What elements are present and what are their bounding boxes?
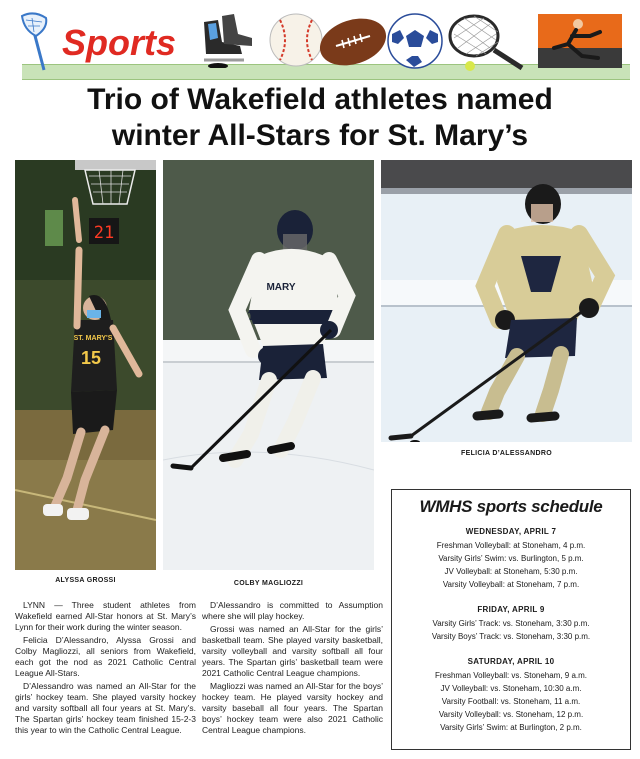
jersey-text: ST. MARY'S — [73, 335, 113, 342]
schedule-event: Varsity Girls’ Track: vs. Stoneham, 3:30 p.m. — [432, 619, 590, 628]
caption-colby-magliozzi: COLBY MAGLIOZZI — [233, 580, 304, 587]
headline-line-2: winter All-Stars for St. Mary’s — [111, 119, 529, 152]
article-paragraph: Felicia D’Alessandro, Alyssa Grossi and Colby Magliozzi, all seniors from Wakefield, each got the nod as 2021 Catholic Central League All-Stars. — [15, 635, 196, 678]
sports-banner — [12, 10, 630, 72]
schedule-event: Varsity Volleyball: vs. Stoneham, 12 p.m. — [438, 710, 584, 719]
schedule-day-label: FRIDAY, APRIL 9 — [477, 605, 545, 614]
schedule-day-label: SATURDAY, APRIL 10 — [467, 657, 555, 666]
section-title: Sports — [62, 22, 177, 63]
article-paragraph: D’Alessandro is committed to Assumption where she will play hockey. — [202, 600, 383, 621]
schedule-event: Varsity Football: vs. Stoneham, 11 a.m. — [441, 697, 581, 706]
article-paragraph: Grossi was named an All-Star for the girls’ basketball team. She played varsity basketball, varsity volleyball and varsity softball all four years. The Spartan girls’ basketball team were 2021 Catholic Central League champions. — [202, 624, 383, 678]
shot-clock: 21 — [93, 223, 115, 243]
jersey-number: 15 — [80, 348, 102, 368]
photo-colby-magliozzi — [163, 160, 374, 570]
photo-felicia-dalessandro — [381, 160, 632, 442]
track-athlete-icon — [538, 14, 622, 68]
football-icon — [316, 12, 390, 70]
schedule-event: Freshman Volleyball: vs. Stoneham, 9 a.m. — [434, 671, 588, 680]
schedule-title: WMHS sports schedule — [419, 497, 603, 516]
caption-alyssa-grossi: ALYSSA GROSSI — [55, 577, 116, 584]
schedule-event: Varsity Girls’ Swim: at Burlington, 2 p.m. — [440, 723, 582, 732]
jersey-number: 10 — [247, 307, 263, 323]
schedule-event: Varsity Volleyball: at Stoneham, 7 p.m. — [442, 580, 580, 589]
sports-schedule-box — [391, 489, 631, 750]
article-column-1 — [15, 600, 196, 738]
schedule-event: Varsity Boys’ Track: vs. Stoneham, 3:30 p.m. — [431, 632, 591, 641]
article-paragraph: Magliozzi was named an All-Star for the boys’ hockey team. He played varsity hockey and varsity baseball all four years. The Spartan boys’ hockey team were also 2021 Catholic Central League champions. — [202, 681, 383, 735]
article-paragraph: LYNN — Three student athletes from Wakefield earned All-Star honors at St. Mary’s Lynn for their work during the winter season. — [15, 600, 196, 632]
schedule-day-label: WEDNESDAY, APRIL 7 — [465, 527, 557, 536]
tennis-racket-icon — [444, 10, 528, 72]
caption-felicia-dalessandro: FELICIA D’ALESSANDRO — [461, 450, 552, 457]
headline-line-1: Trio of Wakefield athletes named — [87, 83, 553, 116]
article-paragraph: D’Alessandro was named an All-Star for the girls’ hockey team. She played varsity hockey and varsity softball all four years at St. Mary’s. The Spartan girls’ hockey team finished 15-2-3 this year to win the Catholic Central League. — [15, 681, 196, 735]
hockey-skate-icon — [198, 12, 258, 68]
schedule-event: Freshman Volleyball: at Stoneham, 4 p.m. — [436, 541, 586, 550]
schedule-event: JV Volleyball: vs. Stoneham, 10:30 a.m. — [440, 684, 582, 693]
schedule-event: JV Volleyball: at Stoneham, 5:30 p.m. — [444, 567, 578, 576]
jersey-text: MARY — [266, 282, 296, 293]
soccer-ball-icon — [386, 12, 444, 70]
schedule-event: Varsity Girls’ Swim: vs. Burlington, 5 p.m. — [438, 554, 584, 563]
headline — [0, 82, 640, 154]
article-column-2 — [202, 600, 383, 738]
photo-alyssa-grossi — [15, 160, 156, 570]
lacrosse-stick-icon — [12, 12, 52, 72]
